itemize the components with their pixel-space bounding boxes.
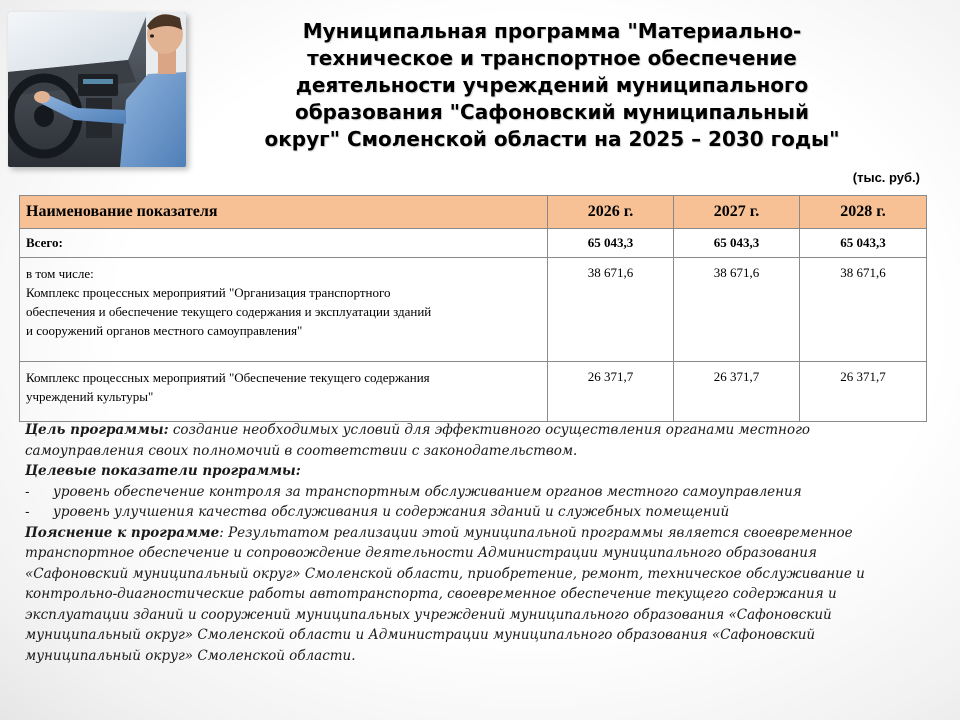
units-label: (тыс. руб.): [852, 170, 920, 185]
explanation-text: эксплуатации зданий и сооружений муниципальных учреждений муниципального образования «Сафоновский: [25, 606, 832, 623]
cell-value: 38 671,6: [800, 258, 927, 362]
explanation-text: муниципальный округ» Смоленской области и Администрации муниципального образования «Сафоновский: [25, 627, 816, 643]
cell-value: 26 371,7: [548, 362, 674, 422]
target-text: уровень обеспечение контроля за транспортным обслуживанием органов местного самоуправления: [53, 483, 802, 500]
cell-value: 26 371,7: [800, 362, 927, 422]
row-name-line: и сооружений органов местного самоуправления": [26, 323, 303, 338]
bullet-dash: -: [25, 504, 30, 520]
column-header-year: 2026 г.: [548, 196, 674, 229]
cell-value: 26 371,7: [674, 362, 800, 422]
row-name: [20, 258, 548, 362]
column-header-year: 2027 г.: [674, 196, 800, 229]
budget-table: [19, 195, 927, 422]
row-name: [20, 229, 548, 258]
row-name-line: в том числе:: [26, 266, 94, 281]
goal-label: Цель программы:: [25, 422, 169, 438]
goal-paragraph: [25, 420, 895, 441]
table-row: [20, 362, 927, 422]
column-header-name: Наименование показателя: [20, 196, 548, 229]
row-name-line: учреждений культуры": [26, 389, 154, 404]
row-name-line: Комплекс процессных мероприятий "Обеспечение текущего содержания: [26, 370, 430, 385]
cell-value: 65 043,3: [674, 229, 800, 258]
driver-photo: [8, 12, 186, 167]
title-line: техническое и транспортное обеспечение: [307, 46, 797, 70]
table-row: [20, 258, 927, 362]
cell-value: 38 671,6: [548, 258, 674, 362]
explanation-text: муниципальный округ» Смоленской области.: [25, 647, 356, 664]
row-name-line: Комплекс процессных мероприятий "Организация транспортного: [26, 285, 391, 300]
explanation-paragraph: [25, 523, 895, 544]
title-line: округ" Смоленской области на 2025 – 2030 годы": [264, 127, 840, 151]
goal-text: создание необходимых условий для эффективного осуществления органами местного: [168, 422, 811, 438]
row-name: [20, 362, 548, 422]
table-row-total: [20, 229, 927, 258]
explanation-text: транспортное обеспечение и сопровождение деятельности Администрации муниципального образования: [25, 545, 817, 561]
title-line: образования "Сафоновский муниципальный: [294, 100, 810, 124]
target-text: уровень улучшения качества обслуживания и содержания зданий и служебных помещений: [53, 504, 730, 520]
goal-text: самоуправления своих полномочий в соответствии с законодательством.: [25, 442, 578, 459]
row-name-line: обеспечения и обеспечение текущего содержания и эксплуатации зданий: [26, 304, 432, 319]
program-description: [25, 420, 895, 666]
explanation-text: контрольно-диагностические работы автотранспорта, своевременное обеспечение текущего содержания и: [25, 586, 837, 602]
target-item: [25, 482, 895, 503]
column-header-year: 2028 г.: [800, 196, 927, 229]
explanation-text: : Результатом реализации этой муниципальной программы является своевременное: [219, 524, 853, 541]
table-header-row: [20, 196, 927, 229]
explanation-text: «Сафоновский муниципальный округ» Смоленской области, приобретение, ремонт, техническое обслуживание и: [25, 565, 865, 582]
title-line: Муниципальная программа "Материально-: [302, 19, 802, 43]
page-title: [232, 18, 872, 153]
row-name-line: Всего:: [26, 235, 63, 250]
cell-value: 65 043,3: [548, 229, 674, 258]
explanation-label: Пояснение к программе: [25, 524, 220, 541]
cell-value: 38 671,6: [674, 258, 800, 362]
target-item: [25, 502, 895, 523]
targets-label: Целевые показатели программы:: [25, 463, 301, 479]
title-line: деятельности учреждений муниципального: [295, 73, 809, 97]
bullet-dash: -: [25, 483, 30, 500]
cell-value: 65 043,3: [800, 229, 927, 258]
